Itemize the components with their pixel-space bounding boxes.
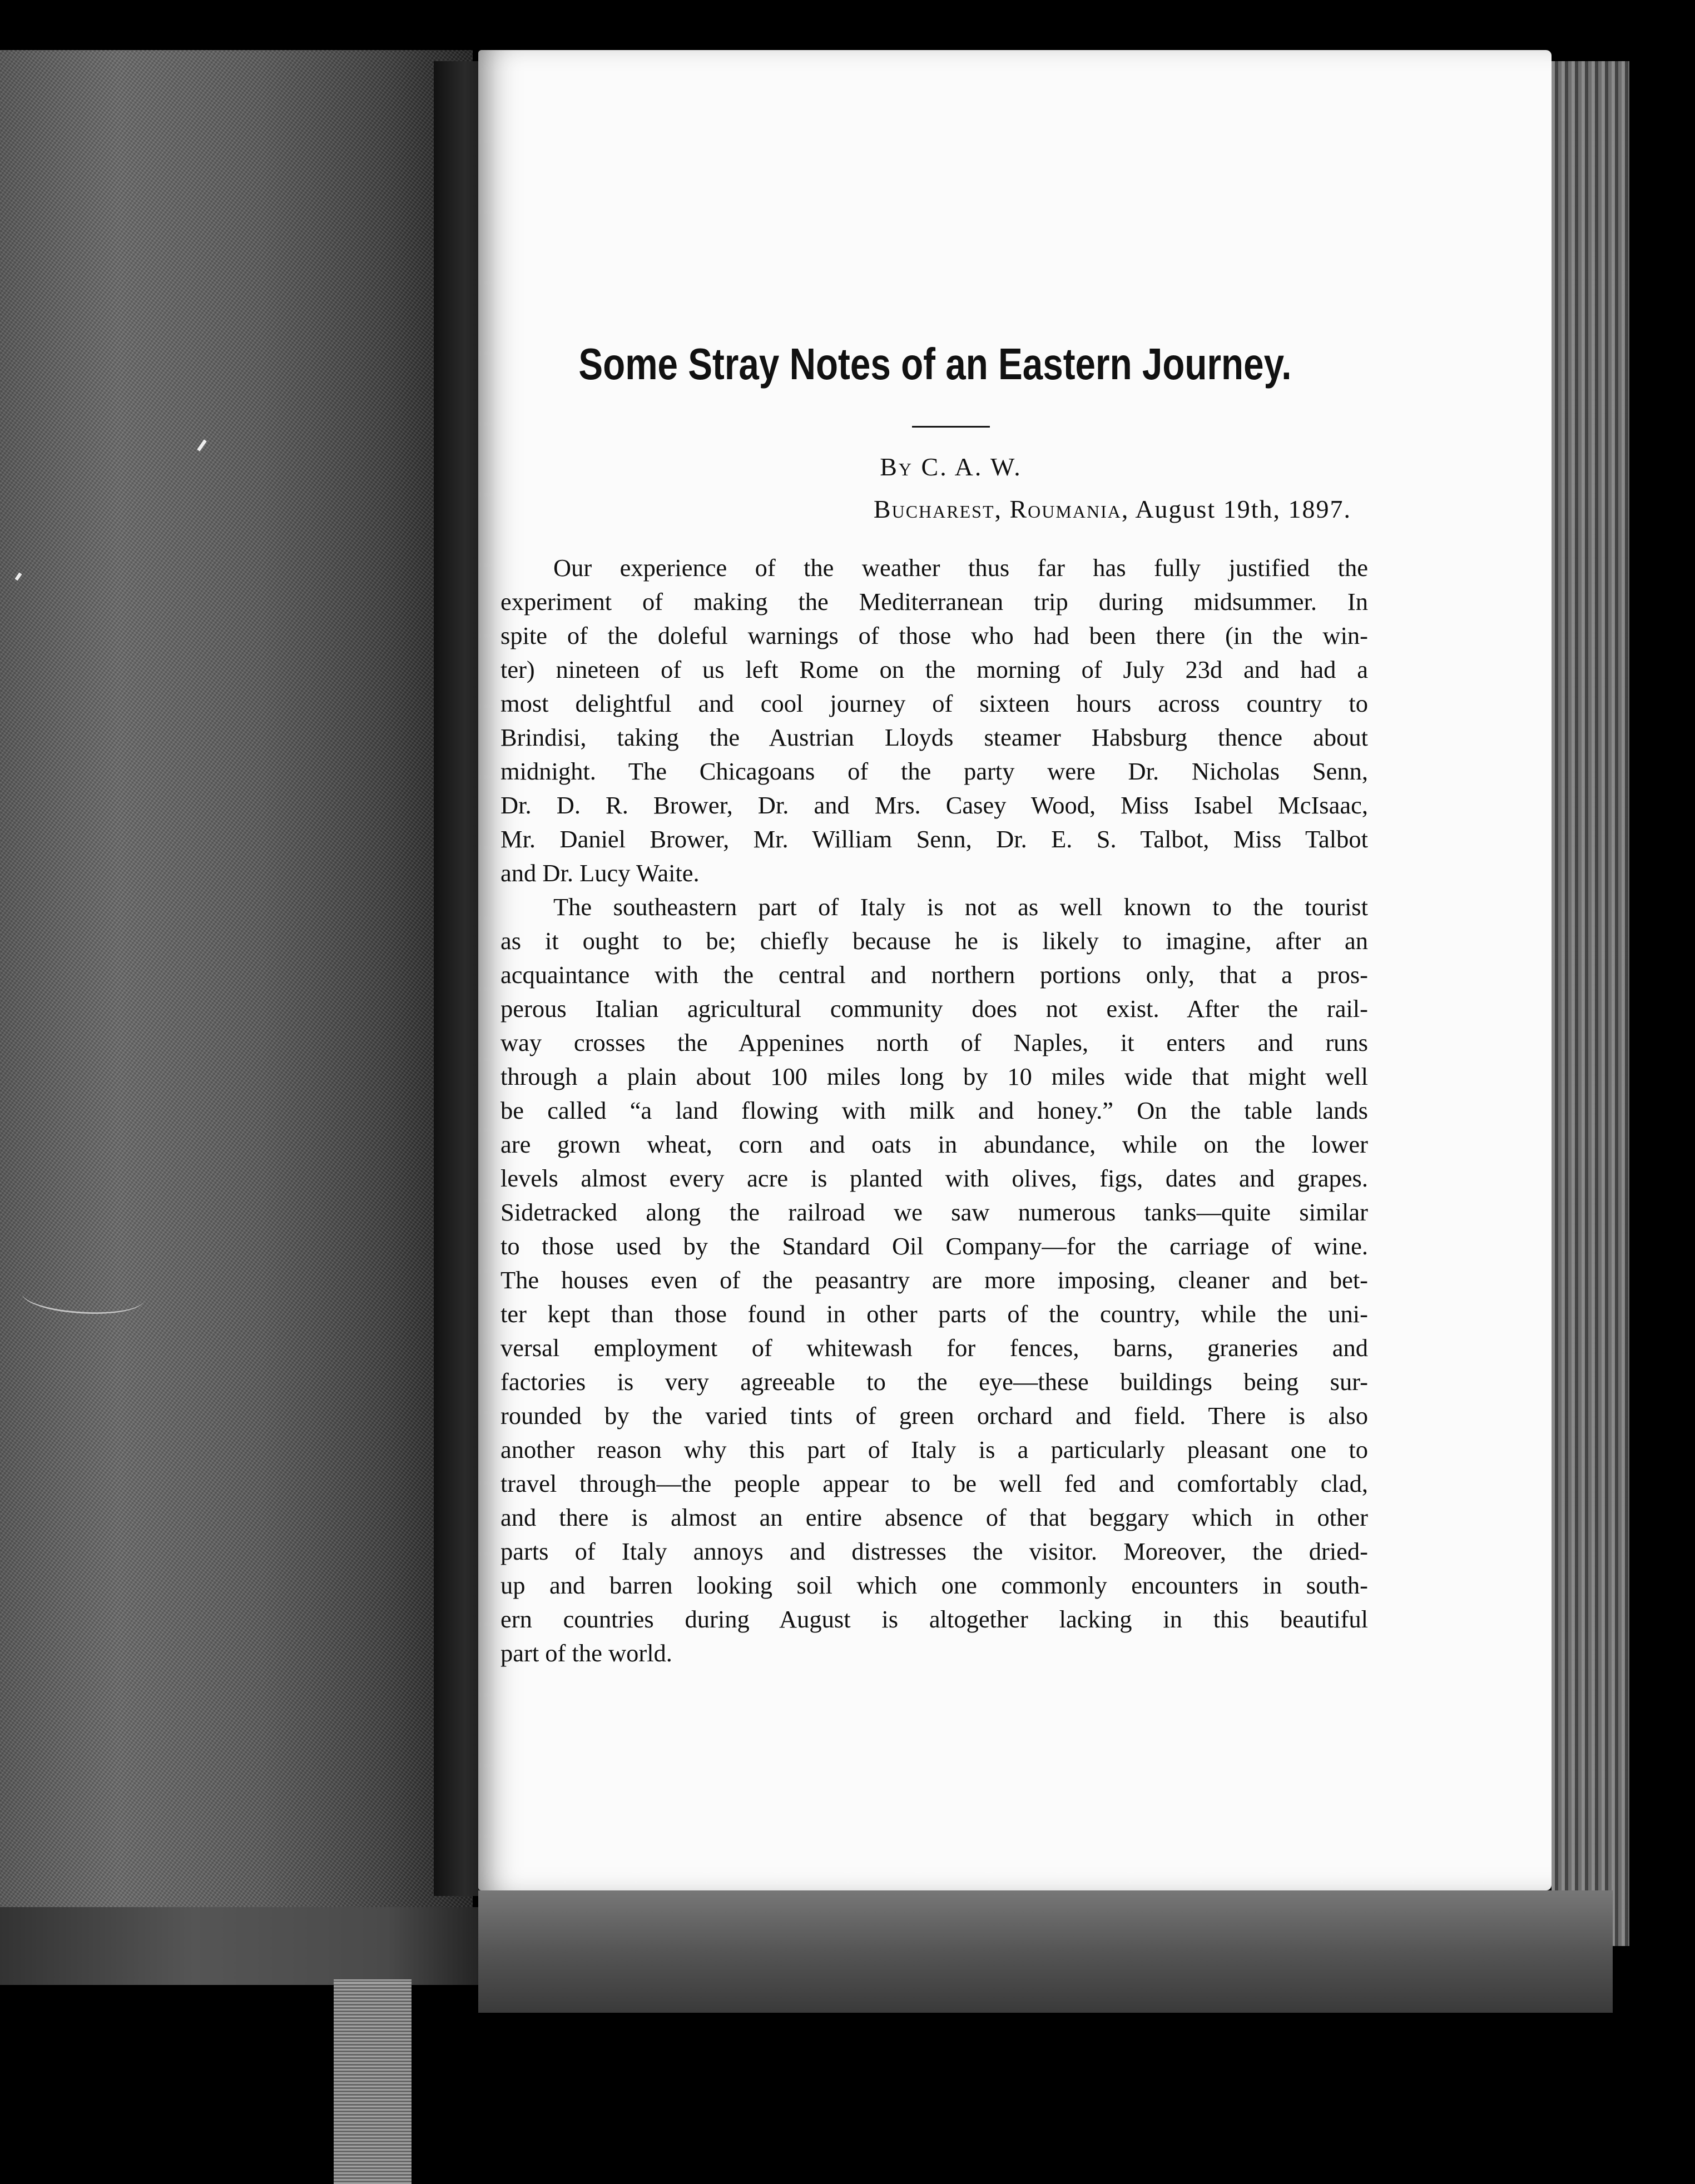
text-line: are grown wheat, corn and oats in abundance, while on the lower (500, 1130, 1368, 1158)
text-line: another reason why this part of Italy is a particularly pleasant one to (500, 1436, 1368, 1463)
binding-cloth (334, 1979, 412, 2184)
text-line: through a plain about 100 miles long by 10 miles wide that might well (500, 1063, 1368, 1090)
text-line: levels almost every acre is planted with olives, figs, dates and grapes. (500, 1164, 1368, 1192)
text-line: ter) nineteen of us left Rome on the morning of July 23d and had a (500, 656, 1368, 683)
text-line: travel through—the people appear to be well fed and comfortably clad, (500, 1470, 1368, 1497)
dust-speck (197, 439, 207, 451)
article-body (500, 551, 1368, 1670)
left-block-lower-edge (0, 1907, 484, 1985)
text-line: most delightful and cool journey of sixteen hours across country to (500, 689, 1368, 717)
right-page-edges (1552, 61, 1629, 1946)
text-line: perous Italian agricultural community does not exist. After the rail- (500, 995, 1368, 1022)
text-line: Brindisi, taking the Austrian Lloyds steamer Habsburg thence about (500, 723, 1368, 751)
article-title: Some Stray Notes of an Eastern Journey. (578, 339, 1292, 389)
left-page-block (0, 50, 473, 1907)
paragraph-2 (500, 890, 1368, 1670)
dateline-place: Bucharest, Roumania, (873, 495, 1129, 523)
text-line: ter kept than those found in other parts of the country, while the uni- (500, 1300, 1368, 1328)
text-line: factories is very agreeable to the eye—these buildings being sur- (500, 1368, 1368, 1396)
title-rule (912, 426, 990, 428)
text-line: versal employment of whitewash for fences, barns, graneries and (500, 1334, 1368, 1362)
paragraph-1 (500, 551, 1368, 890)
text-line: Dr. D. R. Brower, Dr. and Mrs. Casey Wood, Miss Isabel McIsaac, (500, 791, 1368, 819)
text-line: Sidetracked along the railroad we saw numerous tanks—quite similar (500, 1198, 1368, 1226)
text-line: part of the world. (500, 1639, 672, 1667)
text-line: and Dr. Lucy Waite. (500, 859, 700, 887)
bottom-page-edges (478, 1890, 1613, 2013)
text-line: ern countries during August is altogether lacking in this beautiful (500, 1605, 1368, 1633)
text-line: be called “a land flowing with milk and honey.” On the table lands (500, 1096, 1368, 1124)
text-line: and there is almost an entire absence of that beggary which in other (500, 1503, 1368, 1531)
dateline-date: August 19th, 1897. (1135, 495, 1351, 523)
text-line: experiment of making the Mediterranean trip during midsummer. In (500, 588, 1368, 616)
article (500, 328, 1368, 1670)
text-line: midnight. The Chicagoans of the party were Dr. Nicholas Senn, (500, 757, 1368, 785)
text-line: The houses even of the peasantry are more imposing, cleaner and bet- (500, 1266, 1368, 1294)
text-line: parts of Italy annoys and distresses the visitor. Moreover, the dried- (500, 1537, 1368, 1565)
text-line: up and barren looking soil which one commonly encounters in south- (500, 1571, 1368, 1599)
text-line: rounded by the varied tints of green orchard and field. There is also (500, 1402, 1368, 1429)
text-line: spite of the doleful warnings of those who had been there (in the win- (500, 622, 1368, 649)
article-dateline (500, 490, 1368, 529)
text-line: as it ought to be; chiefly because he is likely to imagine, after an (500, 927, 1368, 955)
scratch-mark (21, 1273, 146, 1321)
text-line: way crosses the Appenines north of Naples, it enters and runs (500, 1029, 1368, 1056)
text-line: Our experience of the weather thus far has fully justified the (553, 554, 1368, 582)
article-byline: By C. A. W. (880, 453, 1022, 481)
dust-speck (15, 573, 22, 581)
text-line: Mr. Daniel Brower, Mr. William Senn, Dr. E. S. Talbot, Miss Talbot (500, 825, 1368, 853)
text-line: The southeastern part of Italy is not as well known to the tourist (553, 893, 1368, 921)
text-line: acquaintance with the central and northern portions only, that a pros- (500, 961, 1368, 989)
text-line: to those used by the Standard Oil Company—for the carriage of wine. (500, 1232, 1368, 1260)
